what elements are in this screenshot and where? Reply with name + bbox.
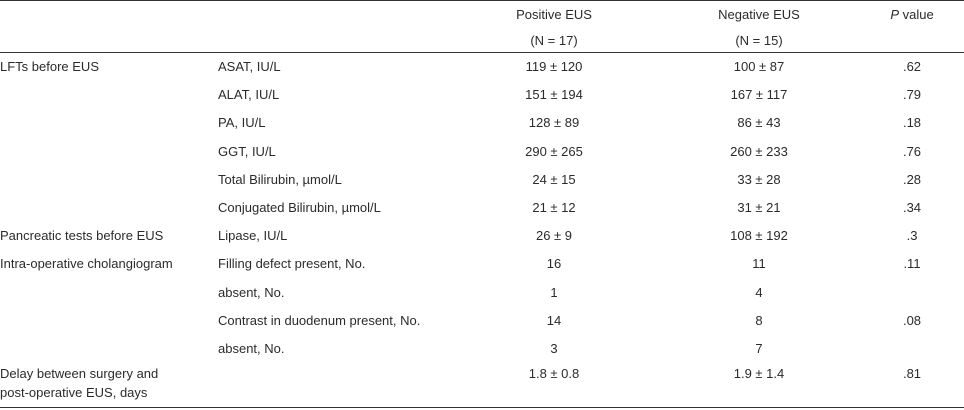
- positive-value: 151 ± 194: [525, 87, 583, 102]
- header-p-suffix: value: [898, 7, 934, 22]
- negative-value: 8: [755, 313, 763, 328]
- row-label: ALAT, IU/L: [218, 87, 280, 102]
- row-label: PA, IU/L: [218, 115, 266, 130]
- p-value: .28: [902, 172, 922, 187]
- group-label-line2: post-operative EUS, days: [0, 385, 148, 400]
- positive-value: 119 ± 120: [525, 59, 583, 74]
- positive-value: 128 ± 89: [528, 115, 580, 130]
- negative-value: 7: [755, 341, 763, 356]
- header-p-letter: P: [890, 7, 899, 22]
- p-value: .08: [902, 313, 922, 328]
- negative-value: 108 ± 192: [730, 228, 788, 243]
- positive-value: 14: [546, 313, 562, 328]
- negative-value: 11: [752, 256, 766, 271]
- positive-value: 290 ± 265: [525, 144, 583, 159]
- p-value: .34: [902, 200, 922, 215]
- positive-value: 21 ± 12: [532, 200, 576, 215]
- group-label: Pancreatic tests before EUS: [0, 228, 164, 243]
- positive-value: 16: [546, 256, 562, 271]
- header-negative-n: (N = 15): [735, 33, 783, 48]
- positive-value: 1: [550, 285, 558, 300]
- negative-value: 86 ± 43: [737, 115, 781, 130]
- header-p-value: [864, 7, 960, 23]
- negative-value: 33 ± 28: [737, 172, 781, 187]
- negative-value: 260 ± 233: [730, 144, 788, 159]
- p-value: .62: [902, 59, 922, 74]
- positive-value: 24 ± 15: [532, 172, 576, 187]
- row-label: Filling defect present, No.: [218, 256, 366, 271]
- row-label: Lipase, IU/L: [218, 228, 288, 243]
- row-label: ASAT, IU/L: [218, 59, 281, 74]
- p-value: .11: [903, 256, 921, 271]
- row-label: Contrast in duodenum present, No.: [218, 313, 421, 328]
- p-value: .79: [902, 87, 922, 102]
- header-positive-n: (N = 17): [530, 33, 578, 48]
- header-negative-eus: Negative EUS: [718, 7, 800, 22]
- table-top-rule: [0, 0, 964, 1]
- row-label: Conjugated Bilirubin, µmol/L: [218, 200, 381, 215]
- header-positive-eus: Positive EUS: [516, 7, 592, 22]
- table-bottom-rule: [0, 407, 964, 408]
- negative-value: 100 ± 87: [733, 59, 785, 74]
- row-label: GGT, IU/L: [218, 144, 276, 159]
- positive-value: 1.8 ± 0.8: [528, 366, 580, 381]
- row-label: absent, No.: [218, 285, 285, 300]
- group-label: LFTs before EUS: [0, 59, 99, 74]
- table-header-rule: [0, 52, 964, 53]
- negative-value: 31 ± 21: [737, 200, 781, 215]
- positive-value: 26 ± 9: [535, 228, 573, 243]
- p-value: .3: [906, 228, 918, 243]
- group-label: Intra-operative cholangiogram: [0, 256, 173, 271]
- row-label: Total Bilirubin, µmol/L: [218, 172, 342, 187]
- negative-value: 167 ± 117: [730, 87, 788, 102]
- positive-value: 3: [550, 341, 558, 356]
- negative-value: 4: [755, 285, 763, 300]
- p-value: .76: [902, 144, 922, 159]
- p-value: .18: [902, 115, 922, 130]
- p-value: .81: [902, 366, 922, 381]
- negative-value: 1.9 ± 1.4: [733, 366, 785, 381]
- row-label: absent, No.: [218, 341, 285, 356]
- group-label-line1: Delay between surgery and: [0, 366, 159, 381]
